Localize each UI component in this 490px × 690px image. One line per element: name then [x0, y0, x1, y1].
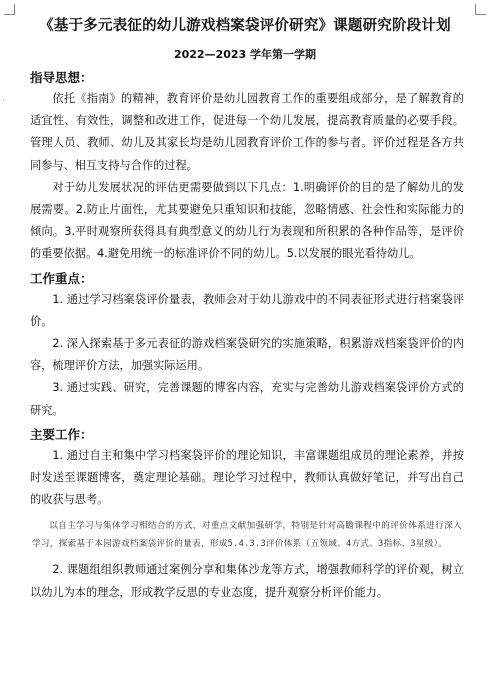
paragraph: 对于幼儿发展状况的评估更需要做到以下几点：1.明确评价的目的是了解幼儿的发展需要。2.防止片面性，尤其要避免只重知识和技能，忽略情感、社会性和实际能力的倾向。3.平时观察所获得具有典型意义的幼儿行为表现和所积累的各种作品等，是评价的重要依据。4.避免用统一的标准评价不同的幼儿。5.以发展的眼光看待幼儿。: [30, 180, 464, 261]
section-heading-work: 主要工作：: [30, 426, 93, 442]
paragraph: 1. 通过学习档案袋评价量表，教师会对于幼儿游戏中的不同表征形式进行档案袋评价。: [30, 292, 464, 328]
section-heading-focus: 工作重点：: [30, 270, 93, 286]
document-body: [30, 68, 464, 604]
document-subtitle: 2022—2023 学年第一学期: [173, 48, 317, 61]
document-title: 《基于多元表征的幼儿游戏档案袋评价研究》课题研究阶段计划: [39, 18, 451, 34]
paragraph: 3. 通过实践、研究，完善课题的博客内容，充实与完善幼儿游戏档案袋评价方式的研究。: [30, 381, 464, 417]
paragraph: 依托《指南》的精神，教育评价是幼儿园教育工作的重要组成部分，是了解教育的适宜性、有效性，调整和改进工作，促进每一个幼儿发展，提高教育质量的必要手段。管理人员、教师、幼儿及其家长均是幼儿园教育评价工作的参与者。评价过程是各方共同参与、相互支持与合作的过程。: [30, 92, 464, 172]
paragraph: 2. 深入探索基于多元表征的游戏档案袋研究的实施策略，积累游戏档案袋评价的内容，梳理评价方法，加强实际运用。: [30, 337, 464, 373]
paragraph: 2. 课题组组织教师通过案例分享和集体沙龙等方式，增强教师科学的评价观，树立以幼儿为本的理念，形成教学反思的专业态度，提升观察分析评价能力。: [30, 563, 464, 599]
study-method-note: 以自主学习与集体学习相结合的方式，对重点文献加强研学，特别是针对高瞻课程中的评价体系进行深入学习，探索基于本园游戏档案袋评价的量表，形成5.4.3.3评价体系（五领域、4方式、3指标、3星级）。: [32, 521, 462, 550]
margin-marker: ·: [2, 96, 5, 106]
paragraph: 1. 通过自主和集中学习档案袋评价的理论知识，丰富课题组成员的理论素养，并按时发送至课题博客，奠定理论基础。理论学习过程中，教师认真做好笔记，并写出自己的收获与思考。: [30, 448, 464, 507]
section-heading-guiding: 指导思想：: [30, 70, 93, 85]
